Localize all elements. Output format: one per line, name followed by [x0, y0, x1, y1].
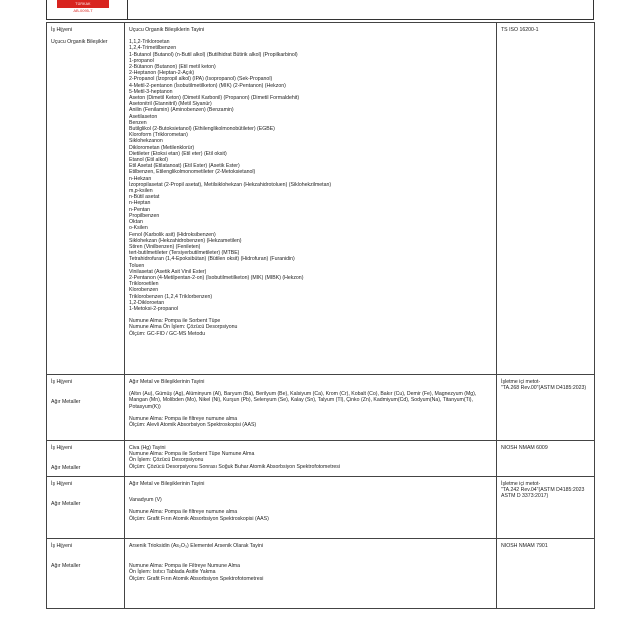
- test-description-cell: [125, 477, 497, 539]
- method-note: Ölçüm: Alevli Atomik Absorbsiyon Spektroskopisi (AAS): [129, 422, 257, 429]
- analyte-item: m,p-ksilen: [129, 188, 153, 195]
- scope-row: [47, 375, 595, 441]
- analyte-item: n-Heptan: [129, 200, 151, 207]
- method-reference-cell: [497, 477, 595, 539]
- method-reference-cell: [497, 539, 595, 609]
- analyte-item: n-Hekzan: [129, 175, 152, 182]
- field-label: İş Hijyeni: [51, 481, 73, 487]
- analyte-item: 2-Heptanon (Heptan-2-Açık): [129, 70, 195, 77]
- field-label: İş Hijyeni: [51, 27, 73, 33]
- method-reference-cell: [497, 23, 595, 375]
- field-label: İş Hijyeni: [51, 445, 73, 451]
- analyte-item: 2-Bütanon (Butanon) (Etil metil keton): [129, 64, 216, 71]
- test-description-cell: [125, 441, 497, 477]
- field-cell: [47, 375, 125, 441]
- logo-text: TÜRKAK: [57, 0, 109, 8]
- analyte-item: İzopropilasetat (2-Propil asetat), Metilsiklohekzan (Hekzahidrotoluen) (Siklohekzilmetan): [129, 181, 332, 188]
- subfield-label: Ağır Metaller: [51, 399, 81, 406]
- field-cell: [47, 539, 125, 609]
- analyte-item: Etil Asetat (Etilatanoat) (Etil Ester) (Asetik Ester): [129, 163, 240, 170]
- scope-row: [47, 477, 595, 539]
- scope-row: [47, 539, 595, 609]
- analyte-item: Siklohekzan (Hekzahidrobenzen) (Hekzametilen): [129, 237, 242, 244]
- analyte-item: 1-Butanol (Butanol) (n-Butil alkol) (Butilhidrat Bütirik alkol) (Propilkarbinol): [129, 51, 298, 58]
- analyte-item: n-Bütil asetat: [129, 194, 160, 201]
- scope-row: [47, 23, 595, 375]
- accreditation-logo: [57, 0, 109, 15]
- analyte-item: Propilbenzen: [129, 212, 160, 219]
- analyte-item: Etanol (Etil alkol): [129, 157, 168, 164]
- method-reference: İşletme içi metot- "TA.242 Rev.04"(ASTM D4185:2023 ASTM D 3373:2017): [501, 481, 585, 500]
- method-note: Ölçüm: Çözücü Desorpsiyonu Sonrası Soğuk Buhar Atomik Absorbsiyon Spektrofotometresi: [129, 463, 341, 470]
- scope-table: [46, 22, 595, 609]
- method-reference: İşletme içi metot- "TA.268 Rev.00"(ASTM D4185:2023): [501, 379, 587, 392]
- test-title: Uçucu Organik Bileşiklerin Tayini: [129, 27, 205, 33]
- analyte-item: Tetrahidrofuran (1,4-Epoksibütan) (Bütilen oksit) (Hidrofuran) (Furanidin): [129, 256, 295, 263]
- method-note: Numune Alma Ön İşlem: Çözücü Desorpsiyonu: [129, 324, 238, 331]
- method-note: Numune Alma: Pompa ile Sorbent Tüpe Numune Alma: [129, 451, 255, 458]
- analyte-item: 1-propanol: [129, 57, 154, 64]
- analyte-item: 2-Pentanon (4-Metilpentan-2-on) (Isobutilmetilketon) (MIK) (MIBK) (Hekzon): [129, 274, 304, 281]
- analyte-item: o-Ksilen: [129, 225, 148, 232]
- field-label: İş Hijyeni: [51, 379, 73, 385]
- logo-code: AB-0095-T: [73, 8, 93, 13]
- test-description-cell: [125, 23, 497, 375]
- test-title: Ağır Metal ve Bileşiklerinin Tayini: [129, 379, 205, 385]
- scope-row: [47, 441, 595, 477]
- analyte-item: Butilglikol (2-Butoksietanol) (Ethilenglikolmonobütileter) (EGBE): [129, 126, 275, 133]
- method-reference: NIOSH NMAM 7901: [501, 543, 548, 549]
- method-note: Ön İşlem: Isıtıcı Tablada Asitle Yakma: [129, 569, 216, 576]
- method-note: Ölçüm: Grafit Fırın Atomik Absorbsiyon Spektroskopisi (AAS): [129, 515, 269, 522]
- header-divider: [127, 0, 128, 20]
- analyte-item: Klorobenzen: [129, 287, 159, 294]
- method-note: Numune Alma: Pompa ile Sorbent Tüpe: [129, 318, 221, 325]
- test-description-cell: [125, 539, 497, 609]
- analyte-item: Asetilaseton: [129, 113, 158, 120]
- analyte-item: 1,2,4-Trimetilbenzen: [129, 45, 177, 52]
- method-note: Numune Alma: Pompa ile filtreye numune alma: [129, 509, 238, 516]
- subfield-label: Ağır Metaller: [51, 465, 81, 472]
- field-cell: [47, 23, 125, 375]
- analyte-item: tert-butilmetileter (Tersiyerbutilmetileter) (MTBE): [129, 250, 240, 257]
- analyte-item: Anilin (Fenilamin) (Aminobenzen) (Benzamin): [129, 107, 234, 114]
- analyte-item: 5-Metil-3-heptanon: [129, 88, 173, 95]
- method-reference-cell: [497, 375, 595, 441]
- analyte-item: 1,2-Dikloroetan: [129, 299, 165, 306]
- method-note: Numune Alma: Pompa ile filtreye numune alma: [129, 415, 238, 422]
- analyte-item: Fenol (Karbolik asit) (Hidroksibenzen): [129, 231, 216, 238]
- field-label: İş Hijyeni: [51, 543, 73, 549]
- analyte-item: Diklorometan (Metilenklorür): [129, 144, 195, 151]
- analyte-item: Toluen: [129, 262, 145, 269]
- method-reference: NIOSH NMAM 6009: [501, 445, 548, 451]
- analyte-item: n-Pentan: [129, 206, 151, 213]
- test-title: Civa (Hg) Tayini: [129, 445, 166, 451]
- analyte-item: 1-Metoksi-2-propanol: [129, 305, 179, 312]
- subfield-label: Ağır Metaller: [51, 563, 81, 570]
- analyte-item: (Altın (Au), Gümüş (Ag), Alüminyum (Al), Baryum (Ba), Berilyum (Be), Kalsiyum (Ca), Krom (Cr), Kobalt (Co), Bakır (Cu), Demir (Fe), Magnezyum (Mg), Mangan (Mn), Molibden (Mo), Nikel (Ni), Kurşun (Pb), Selenyum (Se), Kalay (Sn), Talyum (Tl), Çinko (Zn), Kadmiyum(Cd), Sodyum(Na), Titanyum(Ti), Potasyum(K)): [129, 391, 477, 410]
- analyte-item: Aseton (Dimetil Keton) (Dimetil Karbonil) (Propanon) (Dimetil Formaldehit): [129, 95, 300, 102]
- method-reference: TS ISO 16200-1: [501, 27, 539, 33]
- analyte-item: 2-Propanol (İzopropil alkol) (IPA) (Isopropanol) (Sek-Propanol): [129, 76, 273, 83]
- analyte-item: Kloroform (Triklorometan): [129, 132, 188, 139]
- analyte-item: Trikloroetilen: [129, 281, 159, 288]
- subfield-label: Uçucu Organik Bileşikler: [51, 39, 108, 46]
- header-box: [46, 0, 594, 20]
- analyte-item: 4-Metil-2-pentanon (İsobutilmetilketon) (MIK) (2-Pentanon) (Hekzon): [129, 82, 286, 89]
- analyte-item: Vanadyum (V): [129, 497, 162, 504]
- analyte-item: Oktan: [129, 219, 143, 226]
- analyte-item: Stiren (Vinilbenzen) (Fenileten): [129, 243, 201, 250]
- analyte-item: Siklohekzanon: [129, 138, 163, 145]
- analyte-item: Dietileter (Etoksi etan) (Etil eter) (Etil oksit): [129, 150, 227, 157]
- method-note: Ölçüm: Grafit Fırın Atomik Absorbsiyon Spektrofotometresi: [129, 575, 264, 582]
- analyte-item: Etilbenzen, Etilenglikolmonometileter (2-Metoksietanol): [129, 169, 256, 176]
- field-cell: [47, 441, 125, 477]
- analyte-item: Triklorobenzen (1,2,4 Triklorbenzen): [129, 293, 213, 300]
- subfield-label: Ağır Metaller: [51, 501, 81, 508]
- test-title: Arsenik Trioksidin (As₂O₃) Elementel Arsenik Olarak Tayini: [129, 543, 264, 549]
- test-title: Ağır Metal ve Bileşiklerinin Tayini: [129, 481, 205, 487]
- field-cell: [47, 477, 125, 539]
- analyte-item: Asetonitril (Etannitril) (Metil Siyanür): [129, 101, 212, 108]
- method-reference-cell: [497, 441, 595, 477]
- method-note: Ön İşlem: Çözücü Desorpsiyonu: [129, 457, 204, 464]
- analyte-item: Benzen: [129, 119, 147, 126]
- analyte-item: Vinilasetat (Asetik Asit Vinil Ester): [129, 268, 207, 275]
- method-note: Ölçüm: GC-FID / GC-MS Metodu: [129, 330, 206, 337]
- analyte-item: 1,1,2-Trikloroetan: [129, 39, 170, 46]
- method-note: Numune Alma: Pompa ile Filtreye Numune Alma: [129, 563, 241, 570]
- test-description-cell: [125, 375, 497, 441]
